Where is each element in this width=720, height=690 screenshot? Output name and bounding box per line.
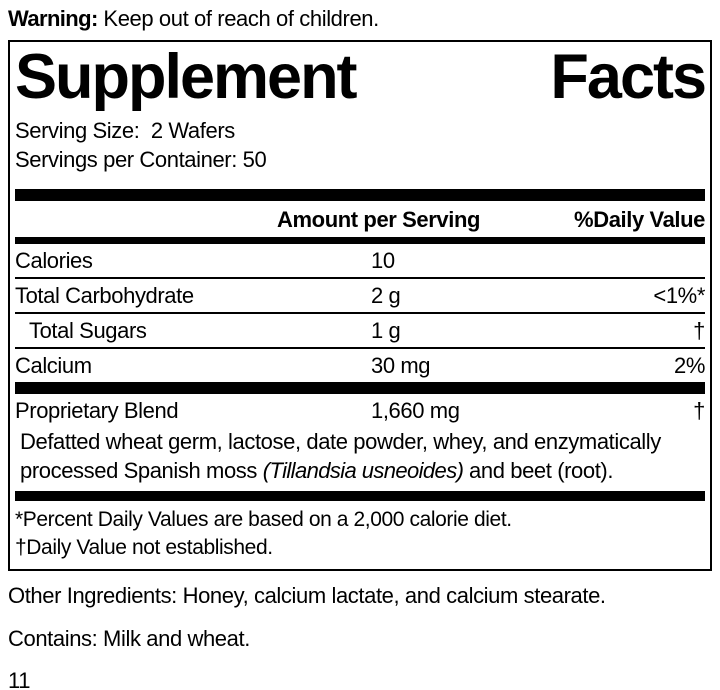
column-header-row bbox=[15, 201, 705, 237]
nutrient-name: Calcium bbox=[15, 353, 92, 378]
proprietary-blend-description bbox=[15, 427, 705, 491]
amount-per-serving-header: Amount per Serving bbox=[277, 207, 481, 232]
divider-below-header bbox=[15, 237, 705, 244]
panel-title-word-2: Facts bbox=[550, 42, 705, 112]
blend-description-text-end: and beet (root). bbox=[463, 458, 614, 483]
nutrient-name: Total Carbohydrate bbox=[15, 283, 194, 308]
supplement-facts-panel bbox=[8, 40, 712, 571]
contains-allergens-line: Contains: Milk and wheat. bbox=[8, 626, 250, 651]
warning-line bbox=[8, 5, 712, 33]
nutrient-daily-value: † bbox=[693, 318, 705, 343]
nutrient-amount: 1,660 mg bbox=[371, 398, 460, 423]
table-row-proprietary-blend bbox=[15, 394, 705, 427]
daily-value-header: %Daily Value bbox=[574, 207, 705, 232]
table-row-total-sugars bbox=[15, 314, 705, 349]
nutrient-amount: 30 mg bbox=[371, 353, 431, 378]
other-ingredients-line: Other Ingredients: Honey, calcium lactate, and calcium stearate. bbox=[8, 583, 606, 608]
thick-divider-mid bbox=[15, 382, 705, 394]
thick-divider-bottom bbox=[15, 491, 705, 501]
table-row-calories bbox=[15, 244, 705, 279]
nutrient-daily-value: <1%* bbox=[653, 283, 705, 308]
thick-divider-top bbox=[15, 189, 705, 201]
footnote-percent-daily-values: *Percent Daily Values are based on a 2,000 calorie diet. bbox=[15, 508, 512, 531]
warning-text: Keep out of reach of children. bbox=[97, 6, 379, 31]
table-row-total-carbohydrate bbox=[15, 279, 705, 314]
footnotes-block bbox=[15, 501, 705, 569]
panel-title bbox=[15, 43, 705, 111]
blend-description-latin-name: (Tillandsia usneoides) bbox=[262, 458, 464, 483]
page-number: 11 bbox=[8, 668, 31, 690]
serving-size-line: Serving Size: 2 Wafers bbox=[15, 118, 235, 143]
servings-per-container-line: Servings per Container: 50 bbox=[15, 147, 267, 172]
nutrient-daily-value: 2% bbox=[674, 353, 705, 378]
warning-label: Warning: bbox=[8, 6, 98, 31]
nutrient-name: Calories bbox=[15, 248, 93, 273]
blend-description-text: Defatted wheat germ, lactose, date powder, whey, and enzymatically processed Spanish moss bbox=[20, 429, 661, 483]
panel-title-word-1: Supplement bbox=[15, 42, 356, 112]
table-row-calcium bbox=[15, 349, 705, 382]
nutrient-name: Total Sugars bbox=[29, 318, 147, 343]
nutrient-name: Proprietary Blend bbox=[15, 398, 179, 423]
nutrient-amount: 2 g bbox=[371, 283, 401, 308]
footnote-daily-value-not-established: †Daily Value not established. bbox=[15, 536, 273, 559]
nutrient-daily-value: † bbox=[693, 398, 705, 423]
nutrient-amount: 1 g bbox=[371, 318, 401, 343]
nutrient-amount: 10 bbox=[371, 248, 395, 273]
